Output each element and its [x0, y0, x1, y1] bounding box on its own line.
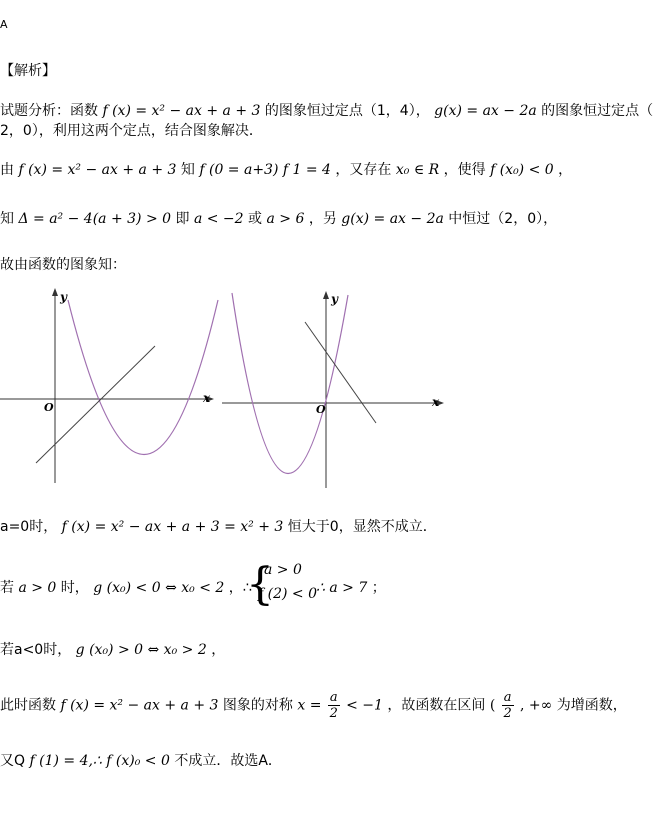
y-axis-label: y — [331, 292, 338, 306]
fraction-a-over-2 — [328, 690, 340, 721]
formula-g: g(x) = ax − 2a — [341, 211, 444, 227]
fraction-denominator: 2 — [503, 706, 512, 721]
fraction-a-over-2 — [502, 690, 514, 721]
text-segment: 此时函数 — [0, 697, 56, 714]
text-segment: 若 — [0, 580, 14, 596]
formula-g-pos: g (x₀) > 0 ⇔ x₀ > 2 — [75, 642, 207, 658]
text-segment: 的图象恒过定点（1，4）， — [264, 103, 430, 119]
system-conclusion — [316, 577, 386, 597]
case-a-positive-text — [0, 577, 252, 597]
parabola-curve — [232, 293, 348, 474]
analysis-paragraph-4: 故由函数的图象知： — [0, 257, 126, 273]
function-graphs — [0, 283, 445, 493]
text-segment: 若a<0时， — [0, 642, 72, 658]
y-axis-label: y — [60, 290, 67, 304]
formula-x0: x₀ ∈ R — [395, 162, 440, 178]
text-segment: 即 — [175, 211, 190, 227]
analysis-paragraph-2 — [0, 159, 572, 179]
system-condition-2: f (2) < 0 — [258, 586, 318, 602]
text-segment: ，又存在 — [335, 162, 392, 178]
formula-values: f (0 = a+3) f 1 = 4 — [199, 162, 331, 178]
text-segment: ，另 — [308, 211, 337, 227]
formula-g-neg: g (x₀) < 0 ⇔ x₀ < 2 — [93, 580, 225, 596]
origin-label: O — [316, 403, 326, 416]
text-segment: a=0时， — [0, 519, 58, 535]
formula-f-a0: f (x) = x² − ax + a + 3 = x² + 3 — [61, 519, 284, 535]
formula-lt-neg1: < −1 — [346, 697, 383, 714]
text-segment: 不成立．故选A． — [174, 753, 282, 769]
text-segment: 试题分析：函数 — [0, 103, 98, 119]
text-segment: 时， — [60, 580, 89, 596]
analysis-paragraph-3 — [0, 208, 557, 228]
formula-discriminant: Δ = a² − 4(a + 3) > 0 — [18, 211, 172, 227]
formula-fx0: f (x₀) < 0 — [490, 162, 554, 178]
text-segment: 由 — [0, 162, 14, 178]
formula-a-gt: a > 6 — [266, 211, 305, 227]
x-axis-label: x — [203, 391, 211, 405]
text-segment: 图象的对称 — [222, 697, 293, 714]
formula-a-lt: a < −2 — [193, 211, 244, 227]
x-axis-label: x — [432, 395, 440, 409]
text-segment: 知 — [180, 162, 195, 178]
formula-a-gt7: ∴ a > 7 — [316, 580, 368, 596]
text-segment: 中恒过（2，0）， — [448, 211, 558, 227]
analysis-heading: 【解析】 — [0, 63, 56, 79]
analysis-paragraph-7 — [0, 639, 225, 659]
analysis-paragraph-1 — [0, 100, 653, 120]
text-segment: ， — [558, 162, 573, 178]
text-segment: 或 — [248, 211, 263, 227]
origin-label: O — [44, 401, 54, 414]
graph-left — [0, 288, 218, 483]
text-segment: ，使得 — [443, 162, 486, 178]
analysis-paragraph-9 — [0, 750, 282, 770]
formula-f: f (x) = x² − ax + a + 3 — [102, 103, 261, 119]
text-segment: ，故函数在区间 — [387, 697, 486, 714]
analysis-paragraph-6 — [0, 559, 630, 611]
formula-axis: x = — [297, 697, 322, 714]
interval-open: ( — [489, 697, 496, 714]
formula-f: f (x) = x² − ax + a + 3 — [60, 697, 219, 714]
parabola-curve — [68, 300, 218, 455]
system-condition-1: a > 0 — [264, 562, 302, 578]
text-segment: 恒大于0，显然不成立． — [287, 519, 437, 535]
fraction-denominator: 2 — [329, 706, 338, 721]
analysis-paragraph-5 — [0, 516, 437, 536]
answer-label: A — [0, 18, 8, 31]
interval-infinity: , +∞ — [519, 697, 553, 714]
formula-a-pos: a > 0 — [18, 580, 57, 596]
line-g — [36, 346, 155, 463]
system-brace: { — [246, 559, 274, 610]
y-axis-arrow — [52, 288, 58, 296]
text-segment: 又Q — [0, 753, 26, 769]
text-segment: ； — [371, 580, 386, 596]
text-segment: ，∴ — [228, 580, 252, 596]
graph-right — [222, 291, 444, 488]
text-segment: 知 — [0, 211, 14, 227]
formula-f: f (x) = x² − ax + a + 3 — [18, 162, 177, 178]
formula-g: g(x) = ax − 2a — [434, 103, 537, 119]
formula-f1: f (1) = 4,∴ f (x)₀ < 0 — [29, 753, 170, 769]
text-segment: 的图象恒过定点（ — [541, 103, 653, 119]
y-axis-arrow — [323, 291, 329, 299]
fraction-numerator: a — [329, 690, 338, 705]
text-segment: 为增函数， — [556, 697, 627, 714]
fraction-numerator: a — [503, 690, 512, 705]
analysis-paragraph-8 — [0, 690, 627, 721]
text-segment: ， — [211, 642, 226, 658]
analysis-paragraph-1-cont: 2，0），利用这两个定点，结合图象解决． — [0, 123, 263, 139]
